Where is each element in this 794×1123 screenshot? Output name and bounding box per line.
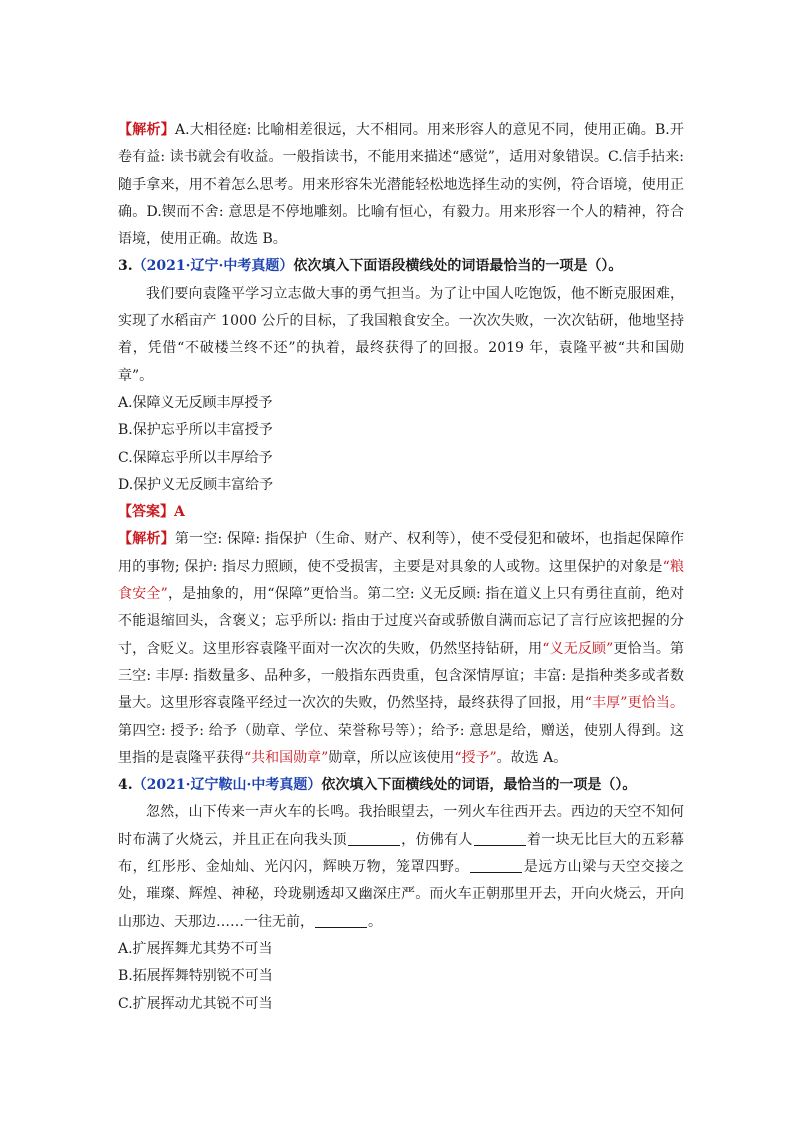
question-number: 4. [118, 777, 133, 794]
passage-part-3: 着一块无比巨大的五彩幕布，红彤彤、金灿灿、光闪闪，辉映万物，笼罩四野。 [118, 831, 685, 876]
fill-blank-2 [474, 831, 526, 846]
analysis-text-6: 。故选 A。 [496, 749, 568, 766]
q4-option-b: B.拓展挥舞特别锐不可当 [118, 968, 273, 985]
analysis-tag: 【解析】 [118, 122, 175, 138]
q3-analysis [118, 526, 684, 772]
answer-tag: 【答案】 [118, 504, 174, 521]
q3-option-c: C.保障忘乎所以丰厚给予 [118, 449, 273, 466]
analysis-text: A.大相径庭: 比喻相差很远，大不相同。用来形容人的意见不同，使用正确。B.开卷有益: 读书就会有收益。一般指读书，不能用来描述“感觉”，适用对象错误。C.信手拈来: 随手拿来，用不着怎么思考。用来形容朱光潜能轻松地选择生动的实例，符合语境，使用正确。D.锲而不舍: 意思是不停地雕刻。比喻有恒心，有毅力。用来形容一个人的精神，符合语境，使用正确。故选 B。 [118, 122, 685, 248]
question-source: （2021·辽宁鞍山·中考真题） [132, 777, 322, 794]
passage-part-5: 。 [368, 913, 382, 930]
q4-heading [118, 772, 684, 799]
question-number: 3. [118, 258, 133, 275]
q3-option-d: D.保护义无反顾丰富给予 [118, 476, 274, 493]
fill-blank-3 [470, 858, 522, 873]
q2-analysis [118, 117, 684, 253]
highlight-4: “共和国勋章” [244, 749, 329, 766]
passage-part-1: 忽然，山下传来一声火车的长鸣。我抬眼望去，一列火车往西开去。西边的天空不知何时布满了火烧云，并且正在向我头顶 [118, 804, 684, 848]
question-stem: 依次填入下面横线处的词语，最恰当的一项是（）。 [321, 777, 637, 794]
highlight-5: “授予” [454, 749, 497, 766]
question-stem: 依次填入下面语段横线处的词语最恰当的一项是（）。 [293, 258, 623, 275]
q4-option-a: A.扩展挥舞尤其势不可当 [118, 940, 273, 957]
highlight-3: “丰厚”更恰当。 [584, 695, 684, 712]
highlight-2: “义无反顾” [542, 640, 614, 657]
passage-part-2: ，仿佛有人 [400, 831, 473, 848]
q3-option-a: A.保障义无反顾丰厚授予 [118, 394, 273, 411]
q3-passage: 我们要向袁隆平学习立志做大事的勇气担当。为了让中国人吃饱饭，他不断克服困难，实现了水稻亩产 1000 公斤的目标，了我国粮食安全。一次次失败，一次次钻研，他地坚持着，凭借“不破楼兰终不还”的执着，最终获得了的回报。2019 年，袁隆平被“共和国勋章”。 [118, 285, 684, 384]
analysis-tag: 【解析】 [118, 531, 175, 548]
q3-answer [118, 499, 684, 526]
analysis-text-5: 勋章，所以应该使用 [328, 749, 455, 766]
fill-blank-1 [348, 831, 400, 846]
passage-part-4: 是远方山梁与天空交接之处，璀璨、辉煌、神秘，玲珑剔透却又幽深庄严。而火车正朝那里开去，开向火烧云，开向山那边、天那边……一往无前， [118, 859, 685, 930]
page-content [118, 117, 684, 1018]
highlight-1: “粮食安全” [118, 558, 684, 603]
q3-heading [118, 253, 684, 280]
analysis-text-3: 更恰当。第三空: 丰厚: 指数量多、品种多，一般指东西贵重，包含深情厚谊；丰富: 是指种类多或者数量大。这里形容袁隆平经过一次次的失败，仍然坚持，最终获得了回报，用 [118, 640, 685, 712]
q3-option-b: B.保护忘乎所以丰富授予 [118, 422, 273, 439]
q4-option-c: C.扩展挥动尤其锐不可当 [118, 995, 273, 1012]
analysis-text-1: 第一空: 保障: 指保护（生命、财产、权利等），使不受侵犯和破坏，也指起保障作用的事物; 保护: 指尽力照顾，使不受损害，主要是对具象的人或物。这里保护的对象是 [118, 531, 684, 575]
analysis-text-2: ，是抽象的，用“保障”更恰当。第二空: 义无反顾: 指在道义上只有勇往直前，绝对不能退缩回头，含褒义；忘乎所以: 指由于过度兴奋或骄傲自满而忘记了言行应该把握的分寸，含贬义。这里形容袁隆平面对一次次的失败，仍然坚持钻研，用 [118, 586, 684, 657]
question-source: （2021·辽宁·中考真题） [132, 258, 294, 275]
answer-value: A [174, 504, 185, 521]
analysis-text-4: 第四空: 授予: 给予（勋章、学位、荣誉称号等）；给予: 意思是给，赠送，使别人得到。这里指的是袁隆平获得 [118, 722, 684, 766]
fill-blank-4 [315, 913, 367, 928]
q4-passage [118, 799, 684, 935]
